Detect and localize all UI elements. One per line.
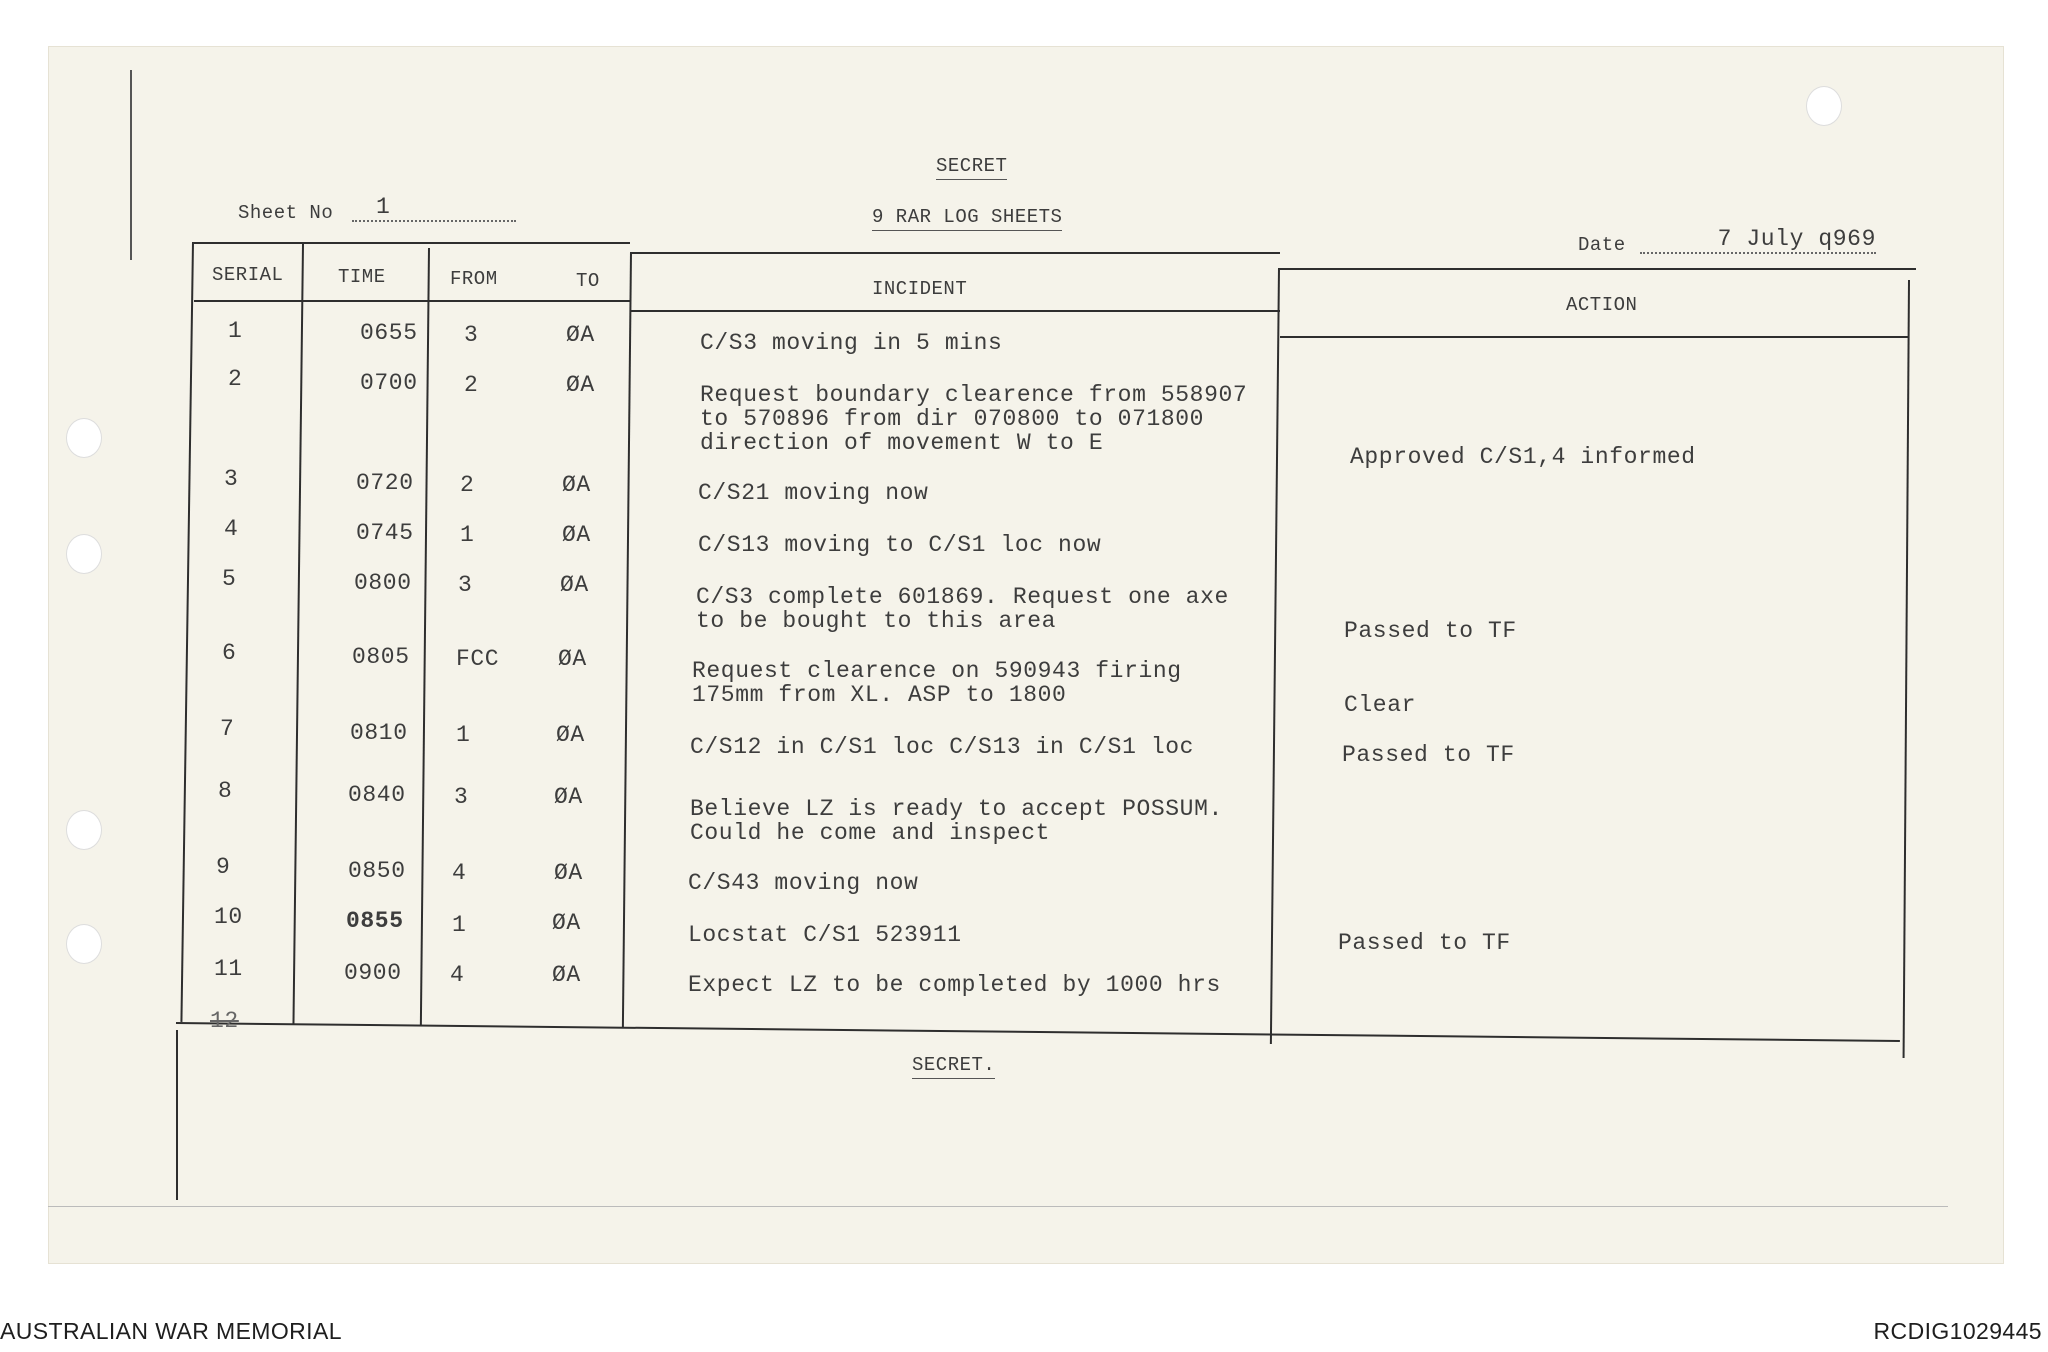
sheet-number-value: 1 (352, 194, 516, 222)
row-7-time: 0810 (350, 720, 408, 746)
table-border-top (1280, 268, 1916, 270)
column-header-time: TIME (338, 266, 386, 288)
row-5-from: 3 (458, 572, 473, 598)
row-2-incident-line-3: direction of movement W to E (700, 430, 1104, 456)
row-6-to: ØA (558, 646, 587, 672)
row-10-to: ØA (552, 910, 581, 936)
row-2-serial: 2 (228, 366, 243, 392)
row-1-serial: 1 (228, 318, 243, 344)
row-6-action: Clear (1344, 692, 1417, 718)
row-8-incident-line-2: Could he come and inspect (690, 820, 1051, 846)
row-10-action: Passed to TF (1338, 930, 1511, 956)
row-3-to: ØA (562, 472, 591, 498)
row-8-from: 3 (454, 784, 469, 810)
row-4-from: 1 (460, 522, 475, 548)
row-4-to: ØA (562, 522, 591, 548)
page-margin-line (130, 70, 132, 260)
row-1-incident: C/S3 moving in 5 mins (700, 330, 1003, 356)
row-2-incident-line-2: to 570896 from dir 070800 to 071800 (700, 406, 1205, 432)
row-5-serial: 5 (222, 566, 237, 592)
page-fold-line (48, 1206, 1948, 1207)
punch-hole (66, 810, 102, 850)
row-10-time: 0855 (346, 908, 404, 934)
document-title: 9 RAR LOG SHEETS (872, 206, 1062, 231)
punch-hole (1806, 86, 1842, 126)
row-10-serial: 10 (214, 904, 243, 930)
row-7-action: Passed to TF (1342, 742, 1515, 768)
column-header-serial: SERIAL (212, 264, 284, 286)
row-8-serial: 8 (218, 778, 233, 804)
row-6-serial: 6 (222, 640, 237, 666)
row-3-from: 2 (460, 472, 475, 498)
row-5-time: 0800 (354, 570, 412, 596)
row-2-to: ØA (566, 372, 595, 398)
row-6-incident-line-2: 175mm from XL. ASP to 1800 (692, 682, 1067, 708)
row-11-time: 0900 (344, 960, 402, 986)
row-10-from: 1 (452, 912, 467, 938)
row-6-time: 0805 (352, 644, 410, 670)
row-8-to: ØA (554, 784, 583, 810)
classification-bottom: SECRET. (912, 1054, 995, 1079)
row-11-serial: 11 (214, 956, 243, 982)
table-header-rule (630, 310, 1280, 312)
row-6-from: FCC (456, 646, 500, 672)
column-header-to: TO (576, 270, 600, 292)
row-4-incident: C/S13 moving to C/S1 loc now (698, 532, 1102, 558)
row-1-from: 3 (464, 322, 479, 348)
row-3-time: 0720 (356, 470, 414, 496)
row-10-incident: Locstat C/S1 523911 (688, 922, 962, 948)
sheet-number-label: Sheet No (238, 202, 334, 224)
row-4-serial: 4 (224, 516, 239, 542)
row-9-incident: C/S43 moving now (688, 870, 919, 896)
row-4-time: 0745 (356, 520, 414, 546)
row-5-to: ØA (560, 572, 589, 598)
row-9-time: 0850 (348, 858, 406, 884)
table-border-top (194, 242, 630, 244)
row-7-from: 1 (456, 722, 471, 748)
row-2-time: 0700 (360, 370, 418, 396)
row-8-time: 0840 (348, 782, 406, 808)
row-1-to: ØA (566, 322, 595, 348)
row-7-incident: C/S12 in C/S1 loc C/S13 in C/S1 loc (690, 734, 1195, 760)
row-5-action: Passed to TF (1344, 618, 1517, 644)
date-label: Date (1578, 234, 1626, 256)
row-9-serial: 9 (216, 854, 231, 880)
row-2-incident-line-1: Request boundary clearence from 558907 (700, 382, 1248, 408)
row-3-serial: 3 (224, 466, 239, 492)
row-7-to: ØA (556, 722, 585, 748)
row-5-incident-line-1: C/S3 complete 601869. Request one axe (696, 584, 1229, 610)
row-9-from: 4 (452, 860, 467, 886)
row-1-time: 0655 (360, 320, 418, 346)
row-11-to: ØA (552, 962, 581, 988)
row-12-serial: 12 (210, 1008, 239, 1034)
column-header-action: ACTION (1566, 294, 1638, 316)
date-value: 7 July q969 (1640, 226, 1876, 254)
classification-top: SECRET (936, 155, 1007, 180)
table-header-rule (194, 300, 630, 302)
punch-hole (66, 534, 102, 574)
row-2-from: 2 (464, 372, 479, 398)
row-2-action: Approved C/S1,4 informed (1350, 444, 1696, 470)
row-3-incident: C/S21 moving now (698, 480, 929, 506)
punch-hole (66, 924, 102, 964)
page-margin-line (176, 1030, 178, 1200)
row-5-incident-line-2: to be bought to this area (696, 608, 1057, 634)
column-header-from: FROM (450, 268, 498, 290)
row-9-to: ØA (554, 860, 583, 886)
row-6-incident-line-1: Request clearence on 590943 firing (692, 658, 1182, 684)
row-7-serial: 7 (220, 716, 235, 742)
row-11-incident: Expect LZ to be completed by 1000 hrs (688, 972, 1221, 998)
footer-institution: AUSTRALIAN WAR MEMORIAL (0, 1318, 342, 1344)
punch-hole (66, 418, 102, 458)
table-header-rule (1280, 336, 1908, 338)
column-header-incident: INCIDENT (872, 278, 968, 300)
row-8-incident-line-1: Believe LZ is ready to accept POSSUM. (690, 796, 1223, 822)
row-11-from: 4 (450, 962, 465, 988)
table-border-top (630, 252, 1280, 254)
footer-item-id: RCDIG1029445 (1873, 1318, 2042, 1344)
